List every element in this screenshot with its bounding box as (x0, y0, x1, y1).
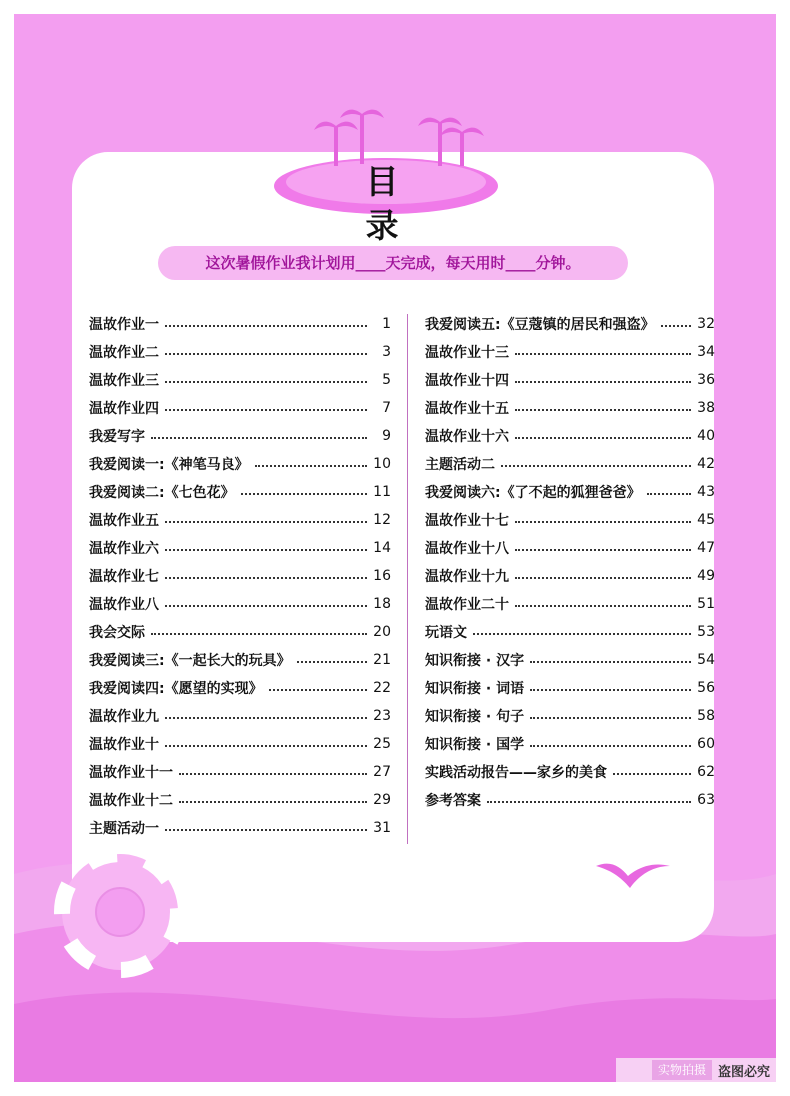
toc-page: 5 (382, 372, 391, 388)
toc-page: 63 (697, 792, 715, 808)
toc-page: 60 (697, 736, 715, 752)
toc-page: 45 (697, 512, 715, 528)
toc-page: 16 (373, 568, 391, 584)
toc-label: 温故作业五 (89, 513, 159, 529)
toc-page: 31 (373, 820, 391, 836)
seagull-icon (596, 864, 670, 888)
toc-label: 参考答案 (425, 793, 481, 809)
toc-label: 温故作业十四 (425, 373, 509, 389)
toc-page: 10 (373, 456, 391, 472)
toc-label: 温故作业十三 (425, 345, 509, 361)
toc-label: 我爱写字 (89, 429, 145, 445)
toc-page: 32 (697, 316, 715, 332)
swim-ring-icon (62, 854, 178, 970)
toc-label: 我爱阅读三:《一起长大的玩具》 (89, 653, 291, 669)
watermark (616, 1058, 776, 1082)
toc-page: 23 (373, 708, 391, 724)
toc-label: 我爱阅读六:《了不起的狐狸爸爸》 (425, 485, 641, 501)
page-title: 目 录 (365, 162, 425, 245)
toc-label: 主题活动一 (89, 821, 159, 837)
toc-page: 54 (697, 652, 715, 668)
toc-label: 温故作业十七 (425, 513, 509, 529)
toc-page: 12 (373, 512, 391, 528)
toc-label: 温故作业十九 (425, 569, 509, 585)
watermark-left: 实物拍摄 (652, 1060, 712, 1080)
toc-label: 我爱阅读二:《七色花》 (89, 485, 235, 501)
toc-label: 实践活动报告——家乡的美食 (425, 765, 607, 781)
toc-label: 温故作业三 (89, 373, 159, 389)
toc-page: 1 (382, 316, 391, 332)
plan-text: 这次暑假作业我计划用____天完成，每天用时____分钟。 (205, 254, 581, 272)
toc-label: 温故作业十八 (425, 541, 509, 557)
toc-label: 知识衔接 · 句子 (425, 709, 525, 725)
watermark-right: 盗图必究 (717, 1064, 770, 1080)
toc-label: 玩语文 (425, 625, 467, 641)
toc-label: 温故作业一 (89, 317, 159, 333)
toc-label: 我爱阅读一:《神笔马良》 (89, 457, 249, 473)
toc-label: 温故作业十二 (89, 793, 173, 809)
toc-page: 18 (373, 596, 391, 612)
toc-page: 49 (697, 568, 715, 584)
decorations (14, 14, 776, 1082)
toc-label: 温故作业八 (89, 597, 159, 613)
toc-page: 42 (697, 456, 715, 472)
toc-page: 53 (697, 624, 715, 640)
toc-page: 36 (697, 372, 715, 388)
toc-page: 34 (697, 344, 715, 360)
toc-label: 温故作业九 (89, 709, 159, 725)
toc-page: 38 (697, 400, 715, 416)
toc-label: 知识衔接 · 国学 (425, 737, 525, 753)
toc-page: 3 (382, 344, 391, 360)
toc-page: 21 (373, 652, 391, 668)
toc-label: 我爱阅读四:《愿望的实现》 (89, 681, 263, 697)
toc-page: 51 (697, 596, 715, 612)
toc-label: 温故作业七 (89, 569, 159, 585)
toc-page: 25 (373, 736, 391, 752)
toc-label: 温故作业二 (89, 345, 159, 361)
toc-page: 58 (697, 708, 715, 724)
toc-label: 温故作业四 (89, 401, 159, 417)
toc-label: 知识衔接 · 汉字 (425, 653, 525, 669)
toc-label: 我爱阅读五:《豆蔻镇的居民和强盗》 (425, 317, 655, 333)
toc-label: 温故作业十五 (425, 401, 509, 417)
toc-page: 7 (382, 400, 391, 416)
toc-page: 27 (373, 764, 391, 780)
page-background (14, 14, 776, 1082)
toc-page: 62 (697, 764, 715, 780)
toc-label: 主题活动二 (425, 457, 495, 473)
toc-page: 14 (373, 540, 391, 556)
toc-label: 温故作业十一 (89, 765, 173, 781)
toc-page: 20 (373, 624, 391, 640)
toc-page: 43 (697, 484, 715, 500)
toc-label: 温故作业二十 (425, 597, 509, 613)
toc-page: 47 (697, 540, 715, 556)
toc-page: 29 (373, 792, 391, 808)
toc-page: 11 (373, 484, 391, 500)
toc-page: 40 (697, 428, 715, 444)
toc-label: 我会交际 (89, 625, 145, 641)
toc-page: 22 (373, 680, 391, 696)
toc-label: 知识衔接 · 词语 (425, 681, 525, 697)
toc-label: 温故作业六 (89, 541, 159, 557)
toc-label: 温故作业十 (89, 737, 159, 753)
toc-page: 56 (697, 680, 715, 696)
toc-label: 温故作业十六 (425, 429, 509, 445)
toc-page: 9 (382, 428, 391, 444)
